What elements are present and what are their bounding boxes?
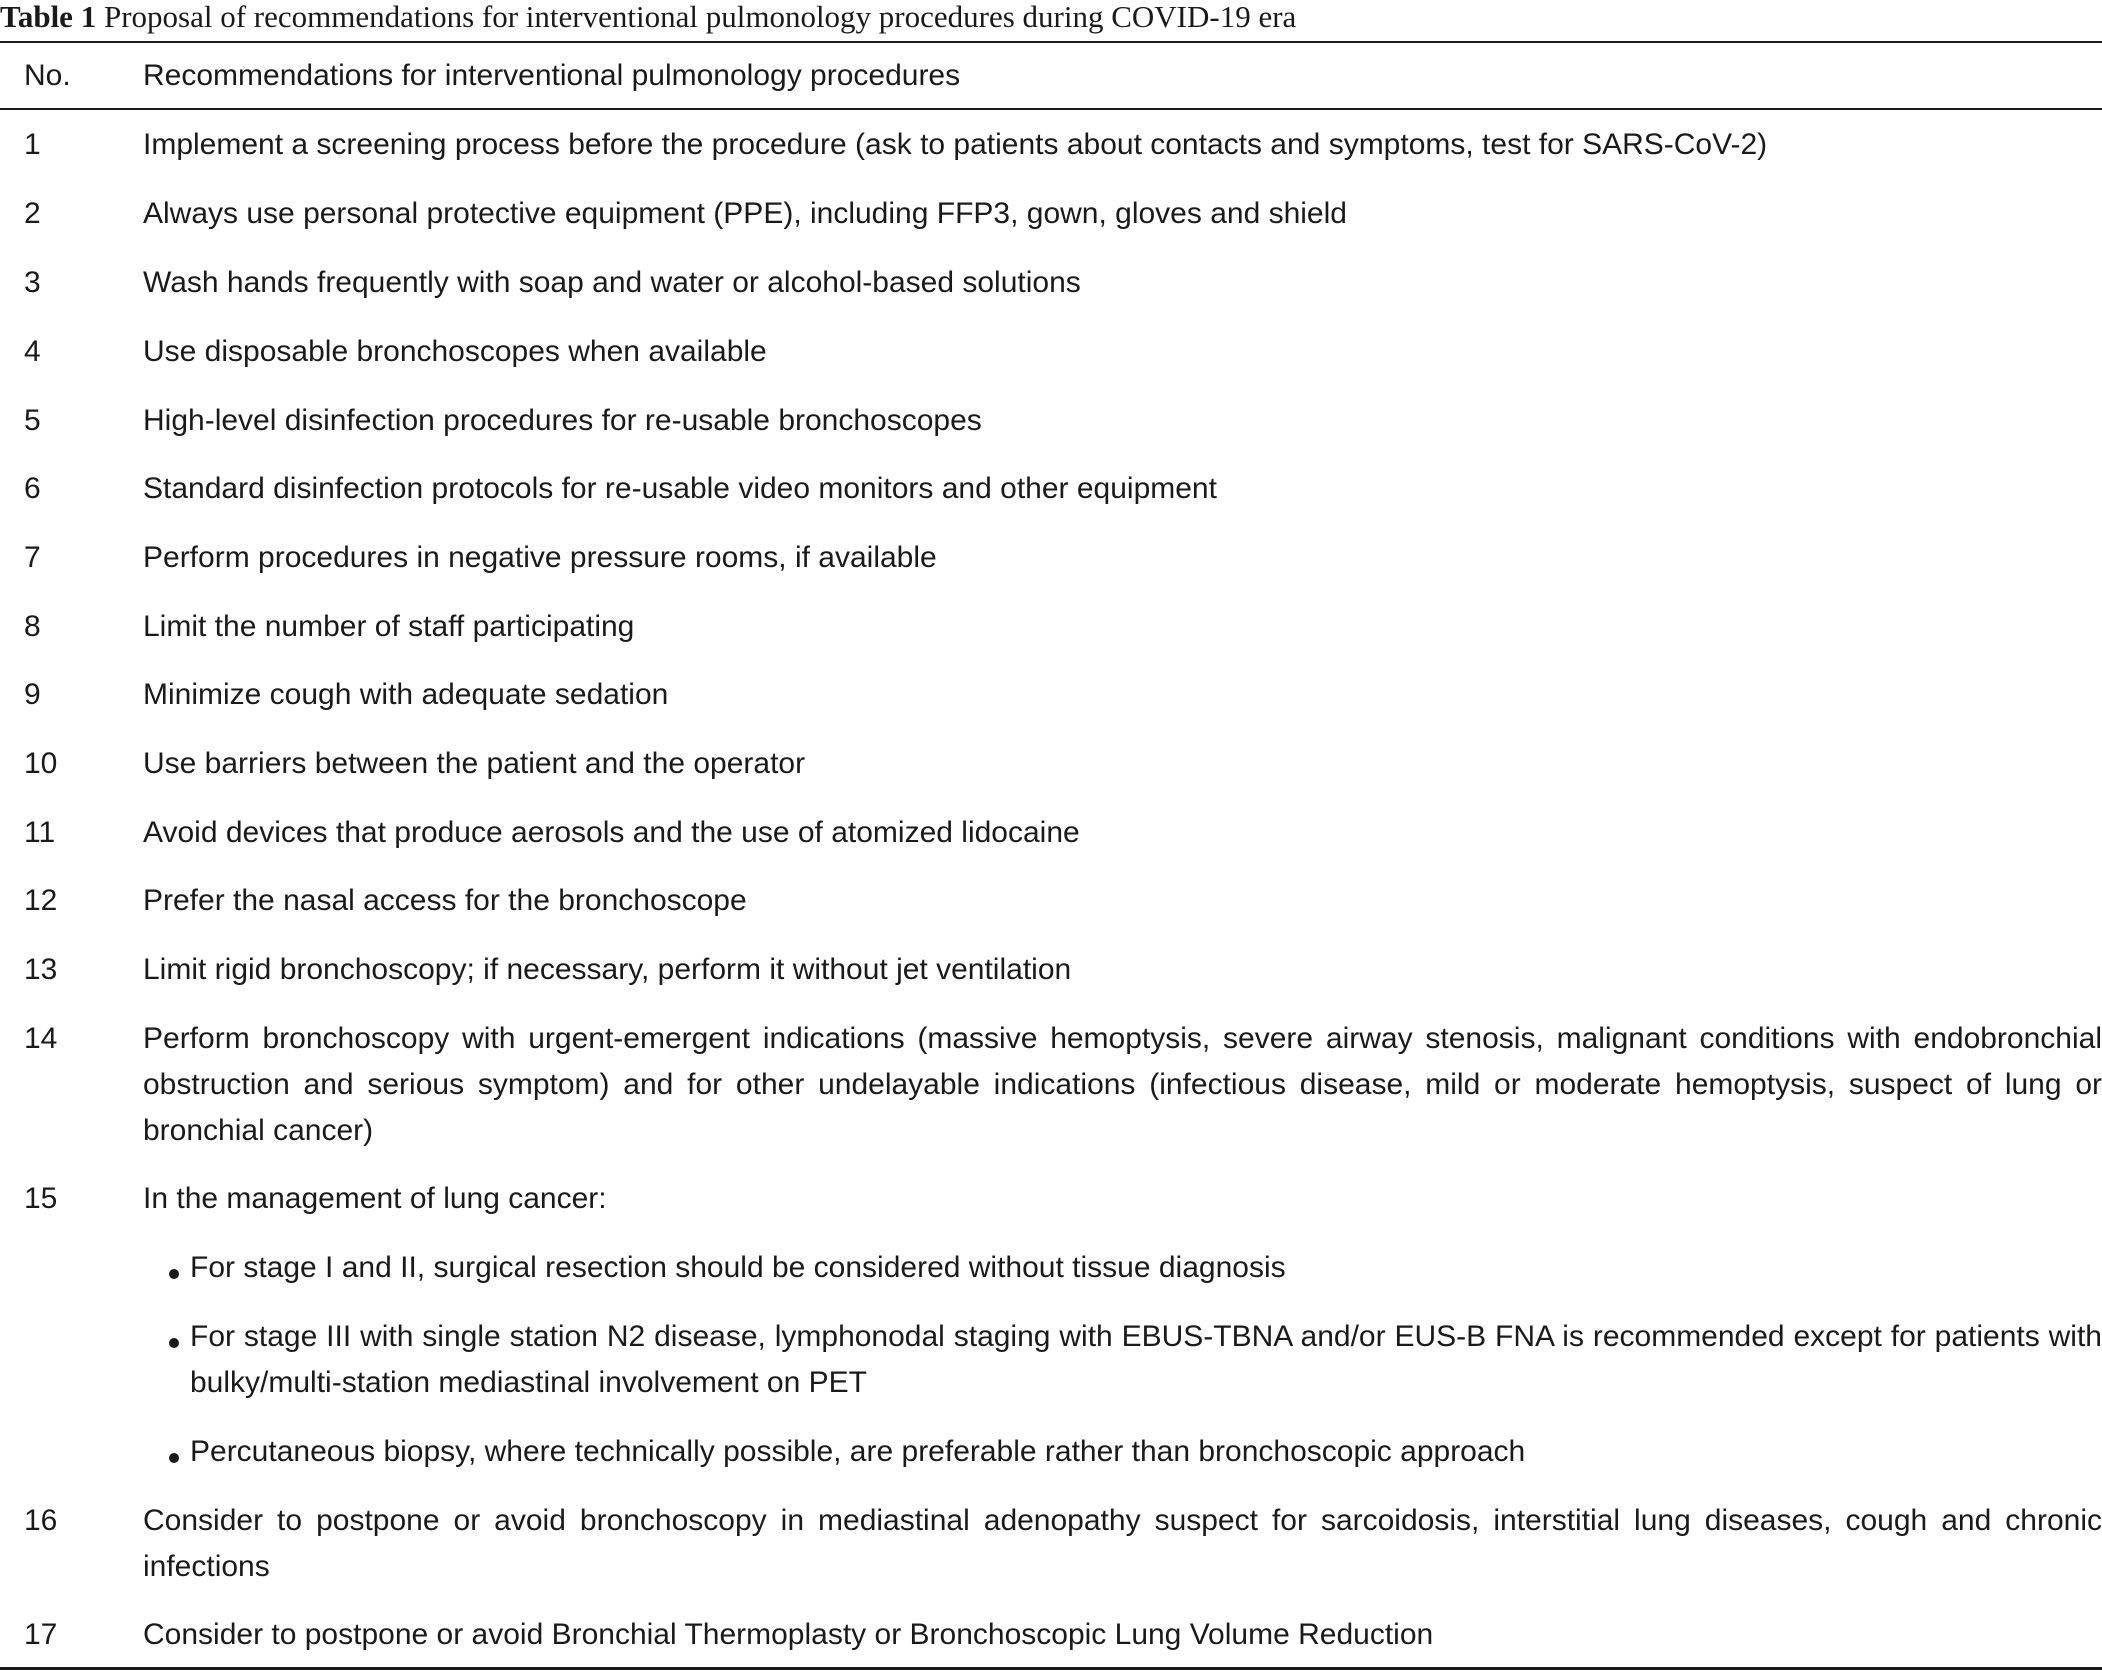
row-number: 8 xyxy=(24,610,41,643)
row-number: 3 xyxy=(24,266,41,299)
row-number: 6 xyxy=(24,472,41,505)
row-number: 2 xyxy=(24,197,41,230)
row-number: 5 xyxy=(24,404,41,437)
row-text: Perform procedures in negative pressure rooms, if available xyxy=(143,541,937,574)
row-number: 17 xyxy=(24,1618,58,1651)
row-number: 16 xyxy=(24,1504,58,1537)
row-text: Prefer the nasal access for the bronchoscope xyxy=(143,884,747,917)
table-caption-text: Proposal of recommendations for interventional pulmonology procedures during COVID-19 era xyxy=(103,0,1297,34)
row-text: Avoid devices that produce aerosols and the use of atomized lidocaine xyxy=(143,816,1080,849)
table-header-rule xyxy=(0,108,2102,110)
table-caption-label: Table 1 xyxy=(0,0,97,34)
row-text: In the management of lung cancer: xyxy=(143,1182,607,1215)
row-number: 9 xyxy=(24,678,41,711)
row-number: 15 xyxy=(24,1182,58,1215)
row-number: 14 xyxy=(24,1022,58,1055)
row-number: 1 xyxy=(24,128,41,161)
row-text: Standard disinfection protocols for re-usable video monitors and other equipment xyxy=(143,472,1217,505)
row-number: 7 xyxy=(24,541,41,574)
bullet-icon xyxy=(169,1453,179,1463)
row-number: 12 xyxy=(24,884,58,917)
row-number: 10 xyxy=(24,747,58,780)
row-number: 11 xyxy=(24,816,56,849)
row-number: 4 xyxy=(24,335,41,368)
header-no: No. xyxy=(24,59,71,92)
table-bottom-rule xyxy=(0,1667,2102,1670)
row-text: Use disposable bronchoscopes when available xyxy=(143,335,767,368)
row-number: 13 xyxy=(24,953,58,986)
row-text: Wash hands frequently with soap and water or alcohol-based solutions xyxy=(143,266,1081,299)
row-text: Consider to postpone or avoid Bronchial Thermoplasty or Bronchoscopic Lung Volume Reduction xyxy=(143,1618,1434,1651)
table-top-rule xyxy=(0,41,2102,43)
header-recommendation: Recommendations for interventional pulmonology procedures xyxy=(143,59,961,92)
row-text: Perform bronchoscopy with urgent-emergent indications (massive hemoptysis, severe airway stenosis, malignant conditions with endobronchial obstruction and serious symptom) and for other undelayable indications (infectious disease, mild or moderate hemoptysis, suspect of lung or bronchial cancer) xyxy=(143,1022,2102,1147)
list-item: For stage I and II, surgical resection should be considered without tissue diagnosis xyxy=(190,1251,1286,1284)
row-text: Always use personal protective equipment (PPE), including FFP3, gown, gloves and shield xyxy=(143,197,1347,230)
row-text: Use barriers between the patient and the operator xyxy=(143,747,806,780)
row-text: Limit the number of staff participating xyxy=(143,610,635,643)
row-text: Consider to postpone or avoid bronchoscopy in mediastinal adenopathy suspect for sarcoidosis, interstitial lung diseases, cough and chronic infections xyxy=(143,1504,2102,1583)
row-text: Minimize cough with adequate sedation xyxy=(143,678,669,711)
bullet-icon xyxy=(169,1269,179,1279)
table-caption xyxy=(0,0,1296,38)
list-item: For stage III with single station N2 disease, lymphonodal staging with EBUS-TBNA and/or EUS-B FNA is recommended except for patients with bulky/multi-station mediastinal involvement on PET xyxy=(190,1320,2102,1399)
list-item: Percutaneous biopsy, where technically possible, are preferable rather than bronchoscopic approach xyxy=(190,1435,1526,1468)
bullet-icon xyxy=(169,1338,179,1348)
row-text: Implement a screening process before the procedure (ask to patients about contacts and symptoms, test for SARS-CoV-2) xyxy=(143,128,1768,161)
row-text: High-level disinfection procedures for re-usable bronchoscopes xyxy=(143,404,982,437)
row-text: Limit rigid bronchoscopy; if necessary, perform it without jet ventilation xyxy=(143,953,1072,986)
